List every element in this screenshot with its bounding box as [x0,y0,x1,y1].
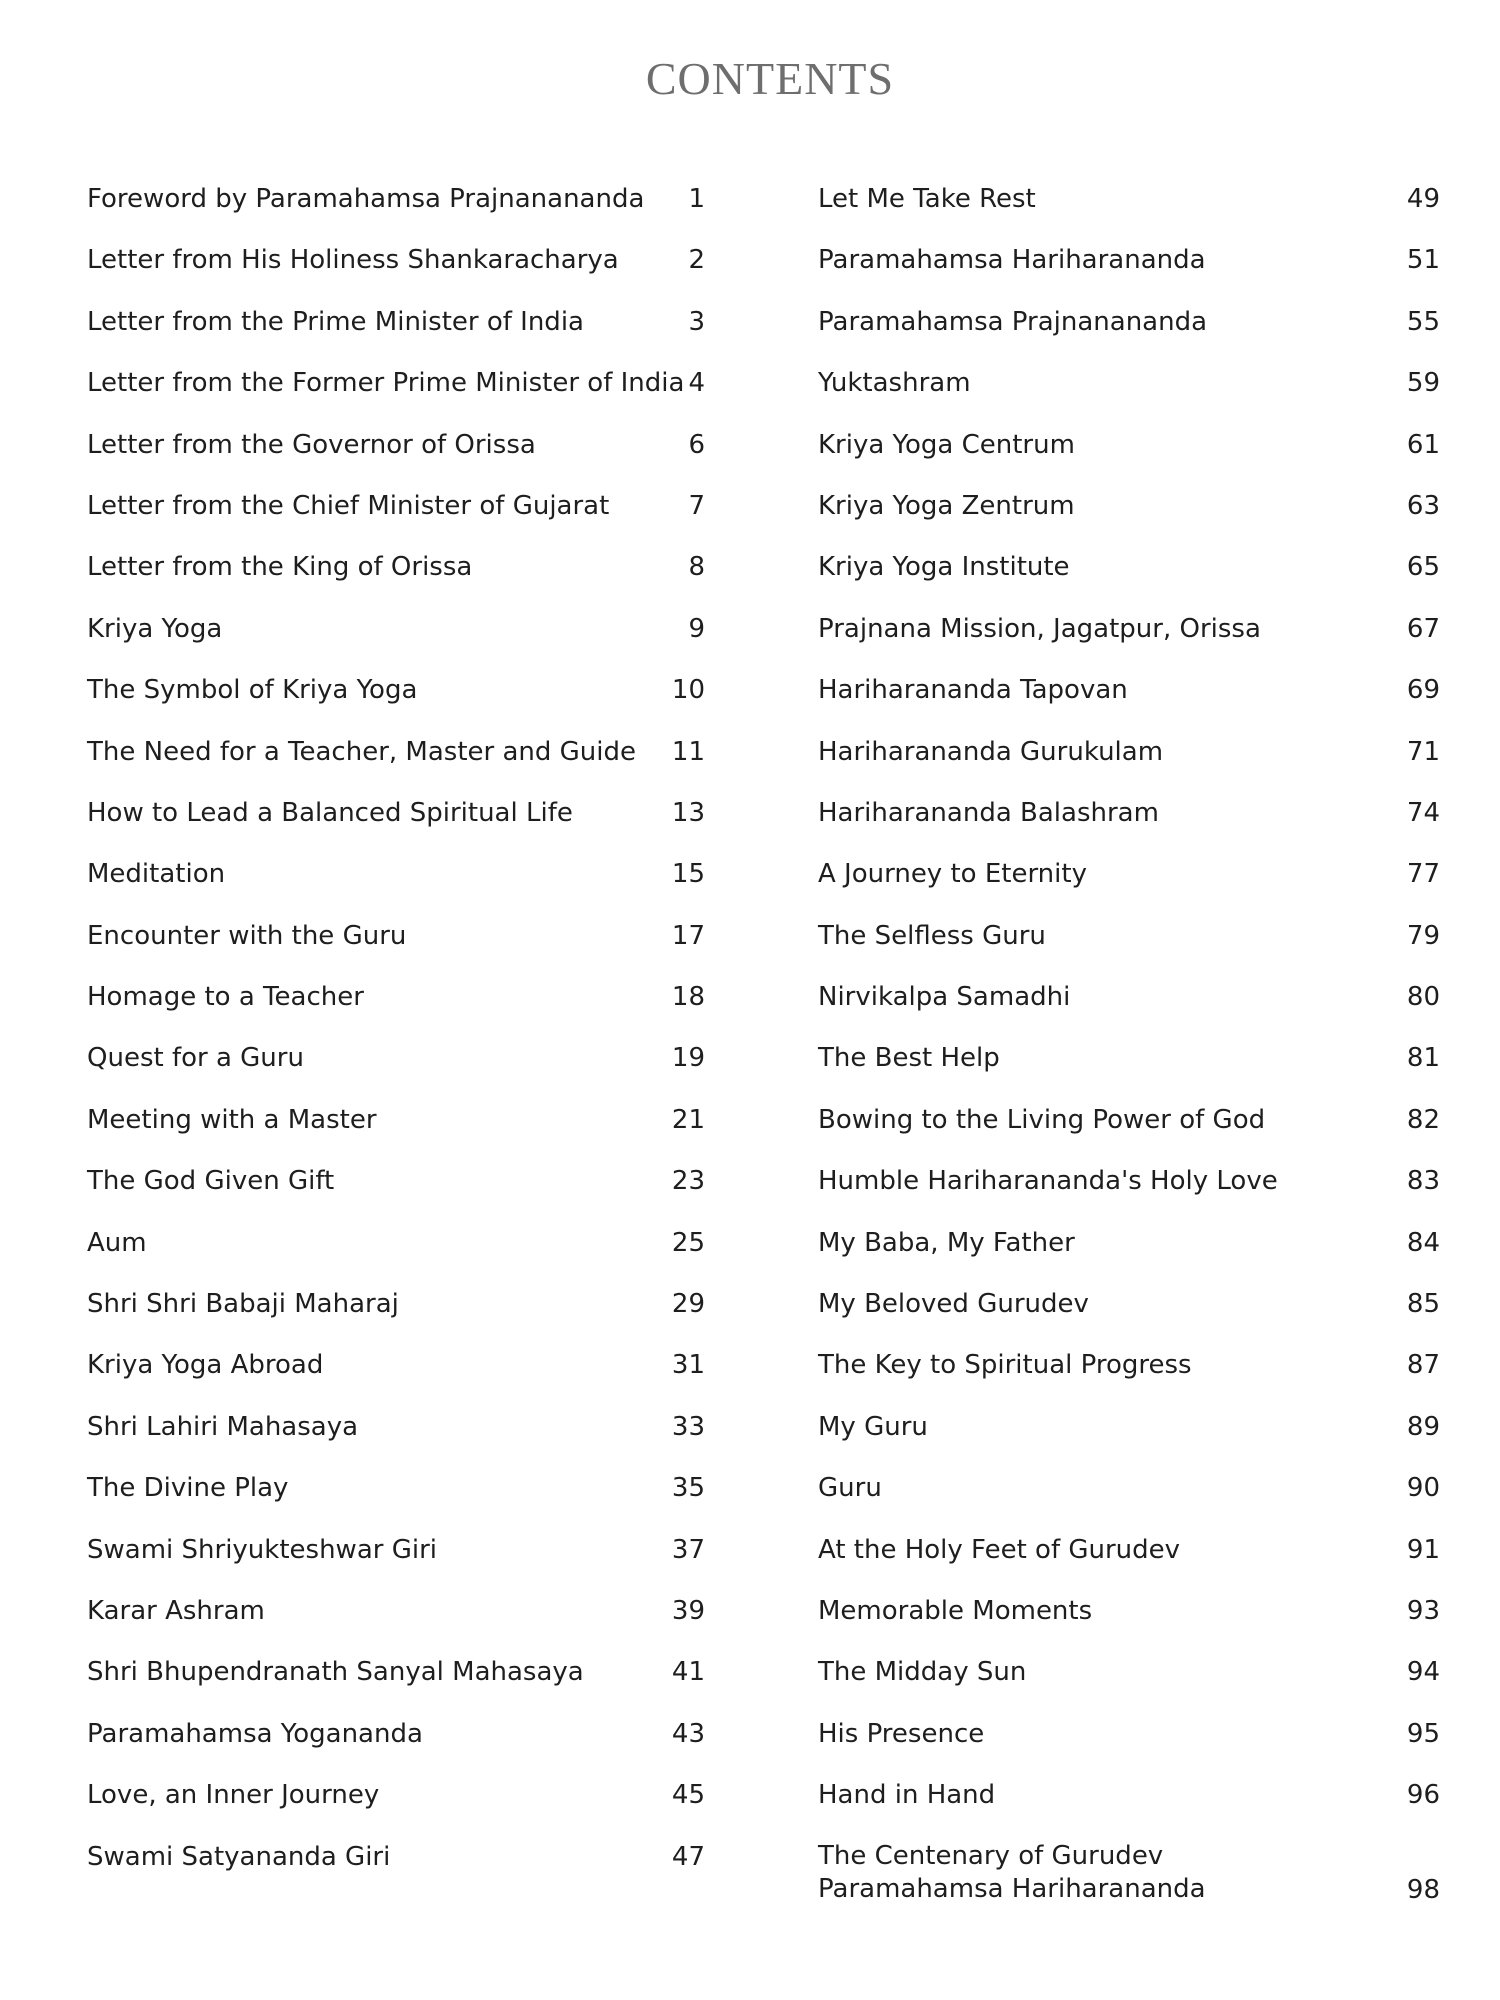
toc-entry-title: Shri Shri Babaji Maharaj [87,1289,399,1320]
toc-entry [818,673,1440,734]
contents-left-column [87,182,705,1901]
toc-entry [818,182,1440,243]
toc-entry-title: Letter from the Prime Minister of India [87,306,584,337]
toc-entry-title: My Guru [818,1411,928,1442]
toc-entry [87,550,705,611]
toc-entry [87,857,705,918]
page-title: CONTENTS [645,53,895,104]
toc-entry [87,1840,705,1901]
toc-entry-page: 2 [688,245,705,276]
toc-entry-title: The Midday Sun [818,1657,1027,1688]
toc-entry-page: 91 [1406,1534,1440,1565]
toc-entry-title: Bowing to the Living Power of God [818,1104,1266,1135]
toc-entry [87,1533,705,1594]
toc-entry-title: The Symbol of Kriya Yoga [87,675,418,706]
toc-entry-title: Letter from His Holiness Shankaracharya [87,245,619,276]
toc-entry-page: 59 [1406,368,1440,399]
toc-entry-page: 83 [1406,1166,1440,1197]
toc-entry-title: Letter from the Former Prime Minister of India [87,368,685,399]
toc-entry-title: Hariharananda Gurukulam [818,736,1164,767]
toc-entry-page: 31 [671,1350,705,1381]
toc-entry [87,1778,705,1839]
toc-entry [87,243,705,304]
toc-entry-title: The Centenary of Gurudev Paramahamsa Hariharananda [818,1840,1206,1904]
toc-entry-title: Hariharananda Balashram [818,797,1159,828]
toc-entry-page: 39 [671,1595,705,1626]
toc-entry-title: Quest for a Guru [87,1043,304,1074]
toc-entry-page: 80 [1406,982,1440,1013]
toc-entry-page: 29 [671,1289,705,1320]
toc-entry-page: 94 [1406,1657,1440,1688]
toc-entry-page: 4 [688,368,705,399]
toc-entry [87,182,705,243]
contents-right-column [818,182,1440,1905]
toc-entry-page: 63 [1406,490,1440,521]
toc-entry-page: 11 [671,736,705,767]
toc-entry-page: 41 [671,1657,705,1688]
toc-entry [818,1533,1440,1594]
toc-entry-title: Foreword by Paramahamsa Prajnanananda [87,184,645,214]
toc-entry-page: 18 [671,982,705,1013]
toc-entry-page: 51 [1406,245,1440,276]
toc-entry-page: 10 [671,675,705,706]
toc-entry-title: Humble Hariharananda's Holy Love [818,1166,1278,1197]
toc-entry [818,1840,1440,1905]
toc-entry-page: 3 [688,306,705,337]
toc-entry-title: Aum [87,1227,147,1258]
toc-entry-page: 67 [1406,613,1440,644]
toc-entry-title: The Divine Play [87,1473,289,1504]
toc-entry-title: Swami Satyananda Giri [87,1841,391,1872]
toc-entry-title: Nirvikalpa Samadhi [818,982,1071,1013]
toc-entry [818,366,1440,427]
toc-entry [818,305,1440,366]
toc-entry [818,1717,1440,1778]
toc-entry-title: Shri Lahiri Mahasaya [87,1411,359,1442]
toc-entry-title: Prajnana Mission, Jagatpur, Orissa [818,613,1261,644]
toc-entry-page: 84 [1406,1227,1440,1258]
toc-entry-title: The Key to Spiritual Progress [818,1350,1192,1381]
toc-entry [818,612,1440,673]
toc-entry [818,489,1440,550]
toc-entry [818,1778,1440,1839]
toc-entry-page: 37 [671,1534,705,1565]
toc-entry [87,796,705,857]
toc-entry-page: 23 [671,1166,705,1197]
toc-entry-page: 9 [688,613,705,644]
toc-entry-page: 21 [671,1104,705,1135]
toc-entry-page: 35 [671,1473,705,1504]
toc-entry-page: 82 [1406,1104,1440,1135]
toc-entry [87,980,705,1041]
toc-entry-page: 98 [1406,1874,1440,1905]
toc-entry-title: Hariharananda Tapovan [818,675,1128,706]
toc-entry-title: The Need for a Teacher, Master and Guide [87,736,637,767]
toc-entry-title: My Beloved Gurudev [818,1289,1089,1320]
toc-entry-title: Paramahamsa Yogananda [87,1718,423,1749]
toc-entry-title: Swami Shriyukteshwar Giri [87,1534,437,1565]
toc-entry-page: 45 [671,1780,705,1811]
toc-entry [818,1041,1440,1102]
toc-entry [818,1226,1440,1287]
toc-entry [87,919,705,980]
toc-entry [87,1410,705,1471]
toc-entry [87,1471,705,1532]
toc-entry-title: Meditation [87,859,226,890]
toc-entry-title: How to Lead a Balanced Spiritual Life [87,797,573,828]
toc-entry-title: Homage to a Teacher [87,982,364,1013]
toc-entry [87,1594,705,1655]
toc-entry-title: Letter from the Governor of Orissa [87,429,536,460]
toc-entry [818,428,1440,489]
toc-entry-title: Meeting with a Master [87,1104,377,1135]
toc-entry-title: Letter from the Chief Minister of Gujarat [87,490,610,521]
toc-entry-title: Kriya Yoga Abroad [87,1350,324,1381]
toc-entry [87,1287,705,1348]
toc-entry [818,1348,1440,1409]
toc-entry [818,1471,1440,1532]
toc-entry [87,612,705,673]
toc-entry-page: 8 [688,552,705,583]
toc-entry-title: Kriya Yoga Institute [818,552,1070,583]
toc-entry-title: Love, an Inner Journey [87,1780,380,1811]
toc-entry-page: 25 [671,1227,705,1258]
toc-entry [87,428,705,489]
toc-entry [818,1103,1440,1164]
toc-entry [818,919,1440,980]
toc-entry-page: 85 [1406,1289,1440,1320]
toc-entry-page: 13 [671,797,705,828]
toc-entry [818,857,1440,918]
toc-entry-title: Karar Ashram [87,1595,265,1626]
toc-entry-page: 89 [1406,1411,1440,1442]
toc-entry-page: 47 [671,1841,705,1872]
toc-entry-title: Let Me Take Rest [818,184,1036,214]
toc-entry [818,1410,1440,1471]
toc-entry-page: 65 [1406,552,1440,583]
toc-entry-page: 95 [1406,1718,1440,1749]
toc-entry-page: 33 [671,1411,705,1442]
toc-entry-page: 69 [1406,675,1440,706]
toc-entry-title: Hand in Hand [818,1780,996,1811]
toc-entry [87,366,705,427]
toc-entry-page: 15 [671,859,705,890]
toc-entry-page: 93 [1406,1595,1440,1626]
toc-entry-page: 19 [671,1043,705,1074]
toc-entry [818,796,1440,857]
toc-entry [818,1594,1440,1655]
toc-entry [818,1164,1440,1225]
toc-entry [87,1717,705,1778]
toc-entry-title: A Journey to Eternity [818,859,1087,890]
toc-entry-page: 77 [1406,859,1440,890]
toc-entry [87,1226,705,1287]
toc-entry-title: The Best Help [818,1043,1000,1074]
toc-entry-title: Paramahamsa Prajnanananda [818,306,1208,337]
toc-entry-title: Encounter with the Guru [87,920,407,951]
toc-entry-page: 17 [671,920,705,951]
toc-entry-page: 7 [688,490,705,521]
toc-entry [818,1655,1440,1716]
toc-entry [87,1655,705,1716]
toc-entry-page: 79 [1406,920,1440,951]
toc-entry [87,489,705,550]
toc-entry [818,980,1440,1041]
toc-entry-page: 6 [688,429,705,460]
toc-entry [87,1348,705,1409]
toc-entry-page: 90 [1406,1473,1440,1504]
toc-entry-page: 61 [1406,429,1440,460]
toc-entry-title: Kriya Yoga Centrum [818,429,1075,460]
toc-entry-title: Memorable Moments [818,1595,1093,1626]
toc-entry [818,1287,1440,1348]
toc-entry-title: The God Given Gift [87,1166,335,1197]
toc-entry-page: 74 [1406,797,1440,828]
toc-entry-page: 71 [1406,736,1440,767]
toc-entry [87,673,705,734]
toc-entry [87,305,705,366]
toc-entry [87,1041,705,1102]
toc-entry-page: 96 [1406,1780,1440,1811]
toc-entry-title: The Selfless Guru [818,920,1046,951]
toc-entry-page: 43 [671,1718,705,1749]
toc-entry-title: Guru [818,1473,882,1504]
toc-entry-title: Yuktashram [818,368,971,399]
toc-entry [818,243,1440,304]
toc-entry-page: 1 [688,184,705,214]
toc-entry-title: At the Holy Feet of Gurudev [818,1534,1181,1565]
toc-entry-page: 87 [1406,1350,1440,1381]
toc-entry-title: Shri Bhupendranath Sanyal Mahasaya [87,1657,584,1688]
toc-entry [87,1164,705,1225]
toc-entry [818,735,1440,796]
toc-entry-title: Paramahamsa Hariharananda [818,245,1206,276]
toc-entry-title: Kriya Yoga Zentrum [818,490,1075,521]
toc-entry-title: His Presence [818,1718,985,1749]
toc-entry-page: 81 [1406,1043,1440,1074]
toc-entry [87,735,705,796]
toc-entry [818,550,1440,611]
toc-entry-page: 55 [1406,306,1440,337]
toc-entry [87,1103,705,1164]
toc-entry-page: 49 [1406,184,1440,214]
toc-entry-title: Kriya Yoga [87,613,223,644]
toc-entry-title: Letter from the King of Orissa [87,552,473,583]
toc-entry-title: My Baba, My Father [818,1227,1075,1258]
